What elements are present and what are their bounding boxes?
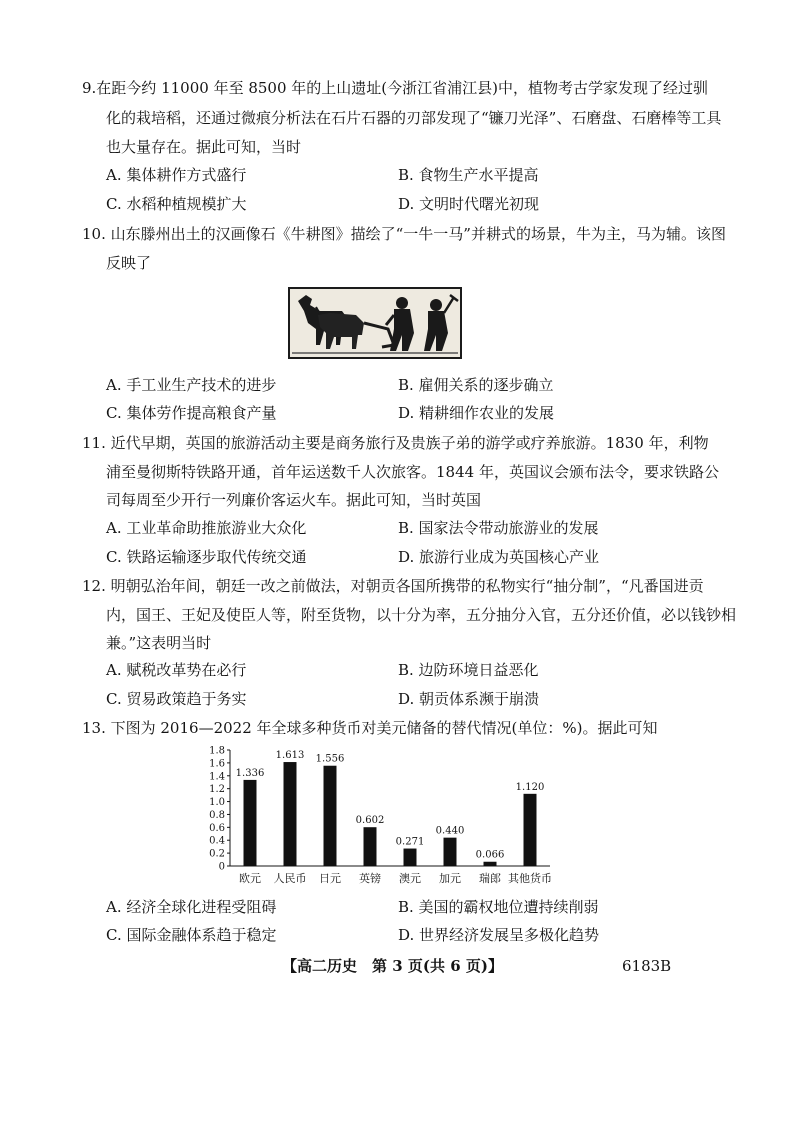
q10-stem-line-1: 10. 山东滕州出土的汉画像石《牛耕图》描绘了“一牛一马”并耕式的场景，牛为主，马为辅。该图 xyxy=(82,225,726,243)
bar xyxy=(524,794,537,866)
q11-stem-line-3: 司每周至少开行一列廉价客运火车。据此可知，当时英国 xyxy=(106,491,482,509)
q9-option-a: A. 集体耕作方式盛行 xyxy=(106,166,247,184)
x-category-label: 其他货币 xyxy=(508,872,552,885)
q9-stem-line-3: 也大量存在。据此可知，当时 xyxy=(106,138,302,156)
y-tick-label: 1.2 xyxy=(209,784,225,796)
bar xyxy=(404,849,417,866)
y-tick-label: 0.2 xyxy=(209,848,225,860)
bar-value-label: 1.556 xyxy=(315,753,345,765)
q11-option-b: B. 国家法令带动旅游业的发展 xyxy=(398,519,599,537)
bar xyxy=(444,838,457,866)
bar-value-label: 1.120 xyxy=(515,781,545,793)
q9-stem-line-2: 化的栽培稻，还通过微痕分析法在石片石器的刃部发现了“镰刀光泽”、石磨盘、石磨棒等工具 xyxy=(106,109,722,127)
q12-stem-line-3: 兼。”这表明当时 xyxy=(106,634,212,652)
q13-option-c: C. 国际金融体系趋于稳定 xyxy=(106,926,277,944)
q12-option-c: C. 贸易政策趋于务实 xyxy=(106,690,247,708)
y-tick-label: 0.8 xyxy=(209,809,225,821)
q9-option-b: B. 食物生产水平提高 xyxy=(398,166,539,184)
q9-option-d: D. 文明时代曙光初现 xyxy=(398,195,540,213)
ox-plowing-relief-image xyxy=(288,287,462,359)
footer-page-info: 【高二历史 第 3 页(共 6 页)】 xyxy=(282,957,503,975)
q10-option-b: B. 雇佣关系的逐步确立 xyxy=(398,376,554,394)
y-tick-label: 1.6 xyxy=(209,758,225,770)
y-tick-label: 1.8 xyxy=(209,745,225,757)
bar xyxy=(484,862,497,866)
y-tick-label: 0.6 xyxy=(209,822,225,834)
q12-option-b: B. 边防环境日益恶化 xyxy=(398,661,539,679)
x-category-label: 澳元 xyxy=(399,872,421,885)
x-category-label: 瑞郎 xyxy=(479,872,501,885)
reserve-currency-bar-chart xyxy=(200,742,560,892)
q11-option-a: A. 工业革命助推旅游业大众化 xyxy=(106,519,307,537)
q13-option-b: B. 美国的霸权地位遭持续削弱 xyxy=(398,898,599,916)
q10-option-c: C. 集体劳作提高粮食产量 xyxy=(106,404,277,422)
bar xyxy=(364,827,377,866)
y-tick-label: 1.0 xyxy=(209,797,225,809)
bar xyxy=(244,780,257,866)
q13-stem-line-1: 13. 下图为 2016—2022 年全球多种货币对美元储备的替代情况(单位：%)。据此可知 xyxy=(82,719,658,737)
bar-value-label: 0.271 xyxy=(395,836,425,848)
q9-option-c: C. 水稻种植规模扩大 xyxy=(106,195,247,213)
x-category-label: 日元 xyxy=(319,872,341,885)
q10-stem-line-2: 反映了 xyxy=(106,254,152,272)
x-category-label: 欧元 xyxy=(239,872,261,885)
bar xyxy=(284,762,297,866)
footer-code: 6183B xyxy=(622,957,672,975)
x-category-label: 加元 xyxy=(439,872,461,885)
q12-option-d: D. 朝贡体系濒于崩溃 xyxy=(398,690,540,708)
bar-value-label: 1.613 xyxy=(275,750,305,762)
q9-stem-line-1: 9.在距今约 11000 年至 8500 年的上山遗址(今浙江省浦江县)中，植物考古学家发现了经过驯 xyxy=(82,79,708,97)
q10-option-d: D. 精耕细作农业的发展 xyxy=(398,404,555,422)
q12-option-a: A. 赋税改革势在必行 xyxy=(106,661,247,679)
bar-value-label: 0.440 xyxy=(435,825,465,837)
y-tick-label: 0 xyxy=(218,861,225,873)
q12-stem-line-2: 内，国王、王妃及使臣人等，附至货物，以十分为率，五分抽分入官，五分还价值，必以钱钞相 xyxy=(106,606,737,624)
bar xyxy=(324,766,337,866)
page-footer xyxy=(0,956,794,978)
bar-value-label: 0.066 xyxy=(475,849,505,861)
y-tick-label: 1.4 xyxy=(209,771,225,783)
q11-stem-line-2: 浦至曼彻斯特铁路开通，首年运送数千人次旅客。1844 年，英国议会颁布法令，要求铁路公 xyxy=(106,463,719,481)
q11-option-c: C. 铁路运输逐步取代传统交通 xyxy=(106,548,307,566)
y-tick-label: 0.4 xyxy=(209,835,225,847)
x-category-label: 英镑 xyxy=(359,872,381,885)
x-category-label: 人民币 xyxy=(273,872,307,885)
bar-value-label: 1.336 xyxy=(235,767,265,779)
q12-stem-line-1: 12. 明朝弘治年间，朝廷一改之前做法，对朝贡各国所携带的私物实行“抽分制”，“凡番国进贡 xyxy=(82,577,704,595)
q10-option-a: A. 手工业生产技术的进步 xyxy=(106,376,277,394)
q13-option-d: D. 世界经济发展呈多极化趋势 xyxy=(398,926,600,944)
q11-stem-line-1: 11. 近代早期，英国的旅游活动主要是商务旅行及贵族子弟的游学或疗养旅游。1830 年，利物 xyxy=(82,434,709,452)
q11-option-d: D. 旅游行业成为英国核心产业 xyxy=(398,548,600,566)
q13-option-a: A. 经济全球化进程受阻碍 xyxy=(106,898,277,916)
bar-value-label: 0.602 xyxy=(355,815,385,827)
